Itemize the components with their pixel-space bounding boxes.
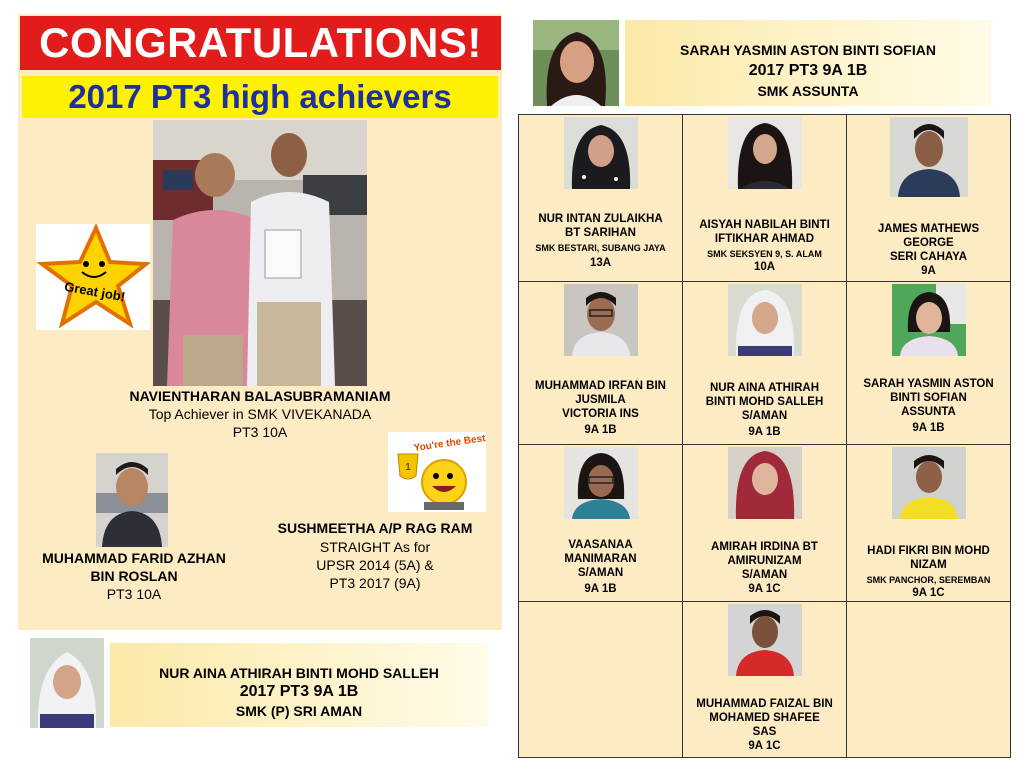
nur-aina-banner: [110, 643, 488, 727]
top-achiever-desc: Top Achiever in SMK VIVEKANADA: [148, 406, 372, 422]
grid-cell: [847, 115, 1011, 282]
student-school: SMK BESTARI, SUBANG JAYA: [535, 243, 666, 253]
student-name-line: MUHAMMAD IRFAN BIN: [535, 380, 666, 392]
svg-text:You're the Best: You're the Best: [413, 433, 486, 454]
student-name-line: NUR AINA ATHIRAH: [709, 382, 820, 394]
student-name-line: MANIMARAN: [564, 553, 637, 565]
student-name-line: S/AMAN: [741, 569, 788, 581]
student-result: 9A 1B: [584, 424, 617, 436]
student-name-line: VAASANAA: [568, 539, 633, 551]
grid-cell: [683, 445, 847, 602]
student-result: 10A: [753, 261, 776, 273]
student-result: 9A 1C: [748, 740, 781, 752]
grid-cell: [847, 445, 1011, 602]
student-name-line: BINTI SOFIAN: [890, 392, 967, 404]
student-name-line: S/AMAN: [741, 410, 788, 422]
sushmeetha-line3: PT3 2017 (9A): [329, 575, 421, 591]
grid-cell: [683, 115, 847, 282]
farid-name-line2: BIN ROSLAN: [90, 568, 178, 584]
student-name-line: MOHAMED SHAFEE: [709, 712, 820, 724]
grid-cell: [519, 115, 683, 282]
student-name-line: BT SARIHAN: [565, 227, 636, 239]
sarah-yasmin-banner: [625, 20, 991, 106]
student-school: SMK PANCHOR, SEREMBAN: [866, 575, 991, 585]
student-photo: [728, 284, 802, 356]
achievers-grid: [518, 114, 1011, 758]
grid-cell-empty: [847, 602, 1011, 758]
grid-cell: [519, 282, 683, 445]
grid-cell: [683, 282, 847, 445]
student-result: 13A: [589, 257, 612, 269]
student-photo: [564, 284, 638, 356]
student-name-line: JAMES MATHEWS: [877, 223, 980, 235]
top-achiever-photo: [153, 120, 367, 386]
student-name-line: ASSUNTA: [901, 406, 956, 418]
student-name-line: SAS: [752, 726, 777, 738]
svg-text:Great job!: Great job!: [63, 278, 127, 305]
banner-top-name: SARAH YASMIN ASTON BINTI SOFIAN: [680, 42, 936, 58]
student-name-line: AMIRUNIZAM: [727, 555, 802, 567]
banner-bottom-name: NUR AINA ATHIRAH BINTI MOHD SALLEH: [159, 665, 439, 681]
student-name-line: AMIRAH IRDINA BT: [711, 541, 818, 553]
student-result: 9A 1C: [748, 583, 781, 595]
student-name-line: AISYAH NABILAH BINTI: [699, 219, 830, 231]
farid-result: PT3 10A: [106, 586, 162, 602]
sushmeetha-line2: UPSR 2014 (5A) &: [316, 557, 434, 573]
banner-bottom-result: 2017 PT3 9A 1B: [239, 683, 359, 700]
student-photo: [892, 447, 966, 519]
student-photo: [564, 447, 638, 519]
sushmeetha-name: SUSHMEETHA A/P RAG RAM: [277, 520, 473, 536]
grid-cell: [683, 602, 847, 758]
student-result: 9A 1B: [584, 583, 617, 595]
congratulations-title: CONGRATULATIONS!: [20, 16, 501, 70]
student-name-line: VICTORIA INS: [562, 408, 639, 420]
farid-photo: [96, 453, 168, 547]
student-school: SMK SEKSYEN 9, S. ALAM: [707, 249, 822, 259]
sushmeetha-line1: STRAIGHT As for: [319, 539, 431, 555]
grid-cell-empty: [519, 602, 683, 758]
student-name-line: NIZAM: [910, 559, 947, 571]
svg-text:1: 1: [405, 462, 411, 473]
student-name-line: JUSMILA: [575, 394, 626, 406]
banner-top-school: SMK ASSUNTA: [757, 83, 859, 99]
sarah-yasmin-photo: [533, 20, 619, 106]
student-result: 9A: [921, 265, 936, 277]
grid-cell: [519, 445, 683, 602]
student-photo: [728, 604, 802, 676]
student-result: 9A 1C: [912, 587, 945, 599]
top-achiever-result: PT3 10A: [232, 424, 288, 440]
student-result: 9A 1B: [912, 422, 945, 434]
student-photo: [892, 284, 966, 356]
student-name-line: MUHAMMAD FAIZAL BIN: [696, 698, 833, 710]
student-photo: [564, 117, 638, 189]
student-name-line: IFTIKHAR AHMAD: [714, 233, 815, 245]
farid-name-line1: MUHAMMAD FARID AZHAN: [42, 550, 226, 566]
student-result: 9A 1B: [748, 426, 781, 438]
top-achiever-name: NAVIENTHARAN BALASUBRAMANIAM: [129, 388, 391, 404]
great-job-star-icon: [36, 224, 150, 330]
student-name-line: SARAH YASMIN ASTON: [863, 378, 994, 390]
student-photo: [728, 117, 802, 189]
student-name-line: NUR INTAN ZULAIKHA: [538, 213, 663, 225]
high-achievers-subtitle: 2017 PT3 high achievers: [22, 76, 498, 118]
student-photo: [728, 447, 802, 519]
student-name-line: BINTI MOHD SALLEH: [705, 396, 824, 408]
youre-the-best-trophy-icon: [388, 432, 486, 512]
banner-bottom-school: SMK (P) SRI AMAN: [235, 703, 363, 719]
student-name-line: GEORGE: [903, 237, 954, 249]
banner-top-result: 2017 PT3 9A 1B: [748, 62, 868, 79]
grid-cell: [847, 282, 1011, 445]
nur-aina-photo: [30, 638, 104, 728]
student-name-line: HADI FIKRI BIN MOHD: [867, 545, 990, 557]
student-name-line: SERI CAHAYA: [889, 251, 968, 263]
student-photo: [890, 117, 968, 197]
student-name-line: S/AMAN: [577, 567, 624, 579]
